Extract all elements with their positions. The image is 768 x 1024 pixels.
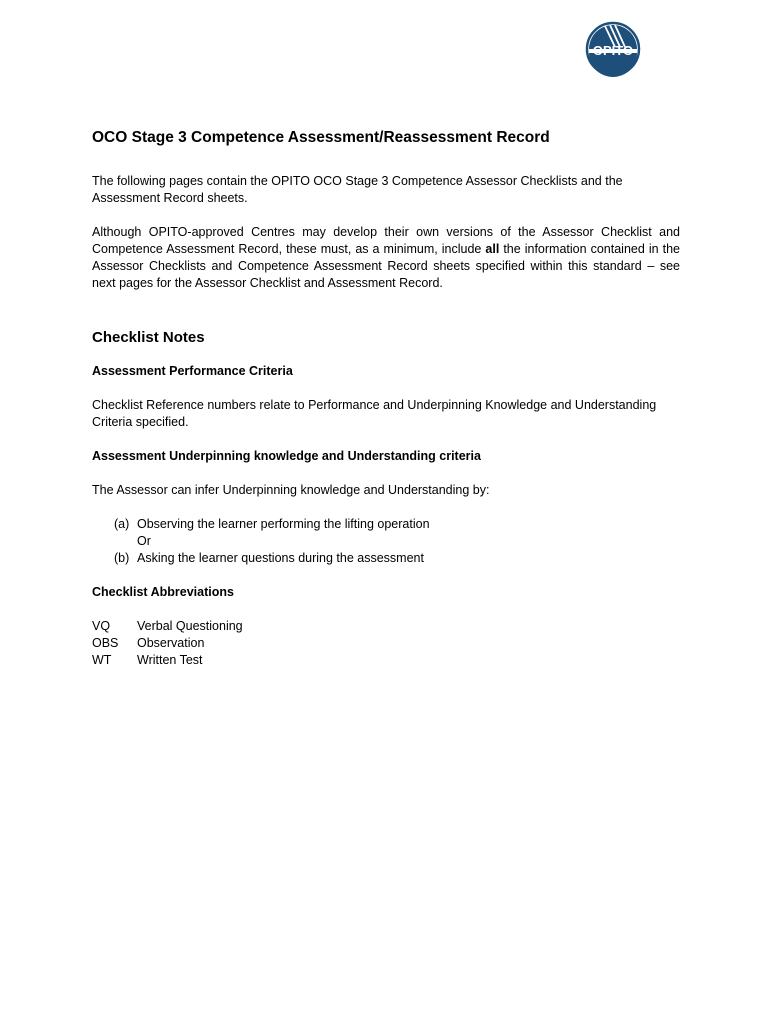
- centres-paragraph-end: the information contained in the Assessor Checklists and Competence Assessment Record sheets specified within this standard – see next pages for the Assessor Checklist and Assessment Record.: [92, 242, 680, 290]
- list-connector: Or: [137, 534, 151, 548]
- intro-paragraph: The following pages contain the OPITO OCO Stage 3 Competence Assessor Checklists and the Assessment Record sheets.: [92, 174, 623, 205]
- list-item-text: Asking the learner questions during the assessment: [137, 551, 424, 565]
- abbreviation-key: VQ: [92, 619, 111, 633]
- abbreviation-row: [92, 635, 680, 652]
- list-item: [92, 550, 680, 567]
- abbreviation-key: WT: [92, 653, 112, 667]
- abbreviations-heading: Checklist Abbreviations: [92, 585, 234, 599]
- abbreviation-value: Observation: [137, 636, 205, 650]
- centres-paragraph-start: Although OPITO-approved Centres may develop their own versions of the Assessor Checklist and Competence Assessment Record, these must, as a minimum, include: [92, 225, 680, 256]
- performance-criteria-heading: Assessment Performance Criteria: [92, 364, 293, 378]
- list-item: [92, 516, 680, 533]
- list-item-marker: (a): [114, 517, 130, 531]
- abbreviations-list: [92, 618, 680, 669]
- performance-criteria-text: Checklist Reference numbers relate to Performance and Underpinning Knowledge and Understanding Criteria specified.: [92, 398, 657, 429]
- abbreviation-row: [92, 618, 680, 635]
- opito-logo: [585, 20, 641, 78]
- underpinning-criteria-text: The Assessor can infer Underpinning knowledge and Understanding by:: [92, 483, 490, 497]
- document-body: [92, 128, 680, 669]
- infer-methods-list: [92, 516, 680, 567]
- abbreviation-row: [92, 652, 680, 669]
- centres-paragraph-bold: all: [485, 242, 500, 256]
- abbreviation-key: OBS: [92, 636, 119, 650]
- checklist-notes-heading: Checklist Notes: [92, 329, 205, 346]
- list-item-marker: (b): [114, 551, 130, 565]
- abbreviation-value: Written Test: [137, 653, 203, 667]
- centres-paragraph: [92, 224, 680, 292]
- list-item-text: Observing the learner performing the lifting operation: [137, 517, 430, 531]
- logo-text: OPITO: [592, 43, 634, 58]
- underpinning-criteria-heading: Assessment Underpinning knowledge and Understanding criteria: [92, 449, 481, 463]
- page-title: OCO Stage 3 Competence Assessment/Reassessment Record: [92, 129, 550, 146]
- abbreviation-value: Verbal Questioning: [137, 619, 243, 633]
